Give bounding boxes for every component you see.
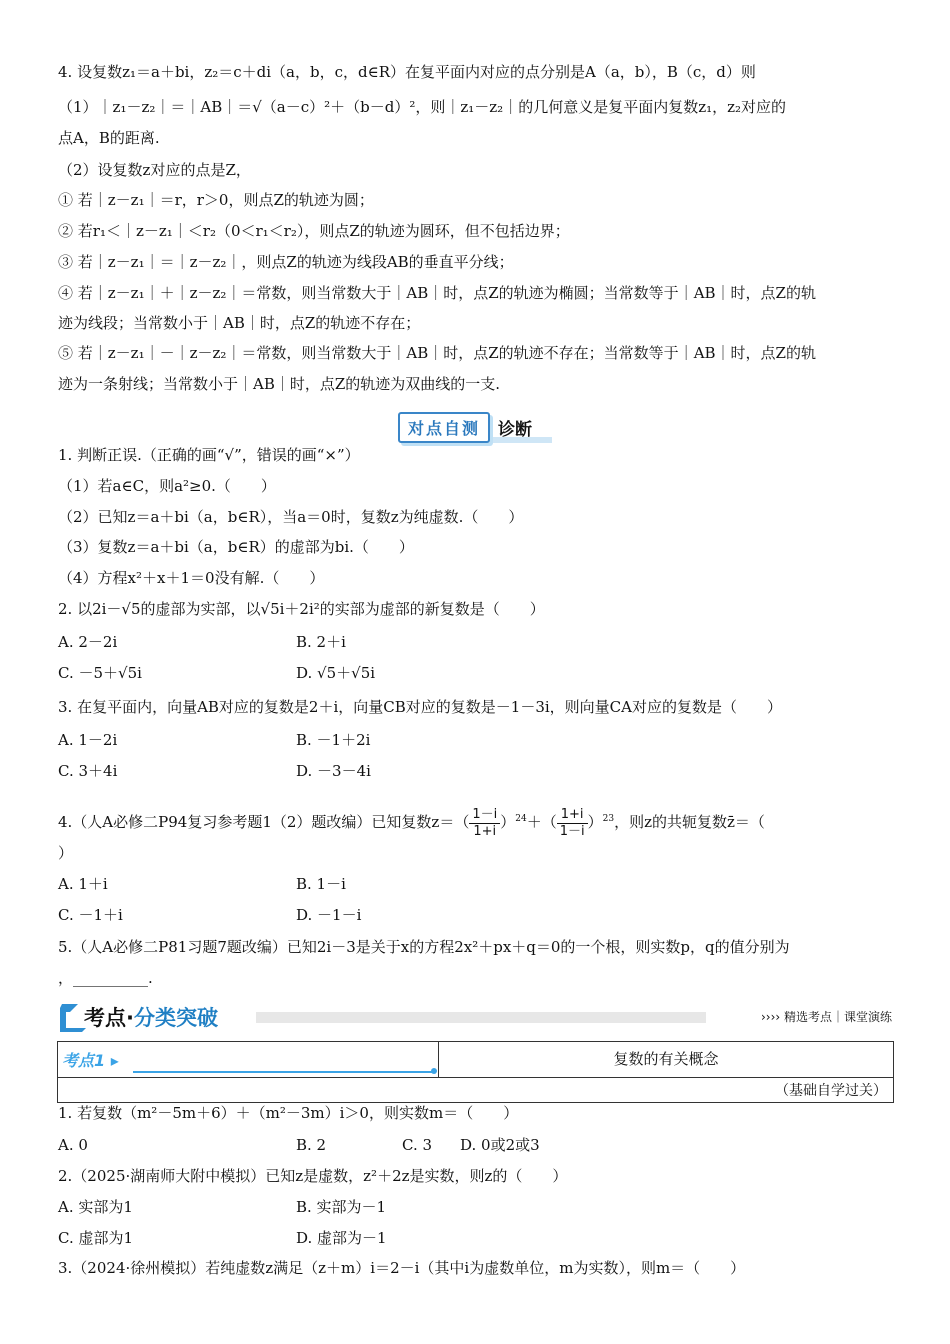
- body-line: 迹为线段；当常数小于｜AB｜时，点Z的轨迹不存在；: [58, 314, 421, 332]
- option-b: D. －1－i: [296, 906, 362, 924]
- body-line: 4. 设复数z₁＝a＋bi，z₂＝c＋di（a，b，c，d∈R）在复平面内对应的点分别是A（a，b），B（c，d）则: [58, 63, 756, 81]
- numerator: 1－i: [469, 807, 500, 824]
- selftest-line: （4）方程x²＋x＋1＝0没有解.（ ）: [58, 569, 325, 587]
- section-band: [256, 1012, 706, 1023]
- topic-note: （基础自学过关）: [775, 1083, 887, 1099]
- body-line: （2）设复数z对应的点是Z，: [58, 161, 251, 179]
- section-header: [56, 998, 892, 1036]
- option-b: B. 2: [296, 1136, 327, 1154]
- topic-tag-line: [133, 1071, 435, 1073]
- body-line: ③ 若｜z－z₁｜＝｜z－z₂｜，则点Z的轨迹为线段AB的垂直平分线；: [58, 253, 514, 271]
- option-a: A. 1－2i: [58, 731, 118, 749]
- option-b: B. 1－i: [296, 875, 346, 893]
- q4-mid: ＋（: [526, 813, 557, 831]
- option-b: D. 虚部为－1: [296, 1229, 387, 1247]
- body-line: 迹为一条射线；当常数小于｜AB｜时，点Z的轨迹为双曲线的一支.: [58, 375, 501, 393]
- topic-row: [58, 1042, 893, 1078]
- option-d: D. 0或2或3: [460, 1136, 540, 1154]
- denominator: 1+i: [473, 823, 497, 839]
- example-3: 3.（2024·徐州模拟）若纯虚数z满足（z＋m）i＝2－i（其中i为虚数单位，m为实数），则m＝（ ）: [58, 1259, 746, 1277]
- exponent-2: 23: [602, 814, 615, 824]
- example-1: 1. 若复数（m²－5m＋6）＋（m²－3m）i＞0，则实数m＝（ ）: [58, 1104, 519, 1122]
- selftest-line: （3）复数z＝a＋bi（a，b∈R）的虚部为bi.（ ）: [58, 538, 414, 556]
- badge-label: 对点自测: [398, 412, 490, 443]
- option-a: A. 实部为1: [58, 1198, 133, 1216]
- selftest-line: （2）已知z＝a＋bi（a，b∈R），当a＝0时，复数z为纯虚数.（ ）: [58, 508, 524, 526]
- selftest-line: （1）若a∈C，则a²≥0.（ ）: [58, 477, 276, 495]
- fraction-1: [469, 807, 500, 840]
- section-right-label: ›››› 精选考点｜课堂演练: [760, 1010, 892, 1024]
- topic-title: 复数的有关概念: [613, 1050, 719, 1068]
- option-a: C. －5＋√5i: [58, 664, 142, 682]
- denominator: 1－i: [559, 823, 585, 839]
- selftest-line: 1. 判断正误.（正确的画“√”，错误的画“×”）: [58, 446, 360, 464]
- q4-prefix: 4.（人A必修二P94复习参考题1（2）题改编）已知复数z＝（: [58, 813, 470, 831]
- option-a: A. 2－2i: [58, 633, 118, 651]
- question-4: 4.（人A必修二P94复习参考题1（2）题改编）已知复数z＝（ $\frac{1-i}{1+i}$ ）$^{24}$＋（ $\frac{1+i}{1-i}$ ）$^{23}$，则z的共轭复数z̄＝（: [58, 806, 765, 839]
- option-b: B. 实部为－1: [296, 1198, 387, 1216]
- option-b: D. √5＋√5i: [296, 664, 376, 682]
- q4-suffix: ，则z的共轭复数z̄＝（: [614, 813, 765, 831]
- section-title: 考点·分类突破: [84, 1006, 218, 1030]
- numerator: 1+i: [557, 807, 588, 824]
- topic-table: [57, 1041, 894, 1103]
- example-2: 2.（2025·湖南师大附中模拟）已知z是虚数，z²＋2z是实数，则z的（ ）: [58, 1167, 568, 1185]
- body-line: 点A，B的距离.: [58, 129, 160, 147]
- fraction-2: [557, 807, 588, 840]
- q4-continuation: ）: [58, 844, 74, 862]
- question-5: ，__________.: [58, 969, 153, 987]
- question-3: 3. 在复平面内，向量AB对应的复数是2＋i，向量CB对应的复数是－1－3i，则向量CA对应的复数是（ ）: [58, 698, 782, 716]
- exponent-1: 24: [515, 814, 527, 824]
- option-a: C. 3＋4i: [58, 762, 118, 780]
- option-b: D. －3－4i: [296, 762, 371, 780]
- body-line: ① 若｜z－z₁｜＝r，r＞0，则点Z的轨迹为圆；: [58, 191, 374, 209]
- body-line: ④ 若｜z－z₁｜＋｜z－z₂｜＝常数，则当常数大于｜AB｜时，点Z的轨迹为椭圆；当常数等于｜AB｜时，点Z的轨: [58, 284, 816, 302]
- option-a: A. 1＋i: [58, 875, 108, 893]
- body-line: （1）｜z₁－z₂｜＝｜AB｜＝√（a－c）²＋（b－d）²，则｜z₁－z₂｜的几何意义是复平面内复数z₁，z₂对应的: [58, 98, 787, 116]
- option-a: C. 虚部为1: [58, 1229, 134, 1247]
- badge-tail: 诊断: [498, 419, 533, 440]
- topic-tag-dot: [431, 1068, 437, 1074]
- selftest-line: 2. 以2i－√5的虚部为实部，以√5i＋2i²的实部为虚部的新复数是（ ）: [58, 600, 545, 618]
- option-b: B. 2＋i: [296, 633, 346, 651]
- option-a: A. 0: [58, 1136, 88, 1154]
- option-c: C. 3: [402, 1136, 433, 1154]
- topic-tag: 考点1 ▸: [62, 1051, 119, 1070]
- question-5: 5.（人A必修二P81习题7题改编）已知2i－3是关于x的方程2x²＋px＋q＝0的一个根，则实数p，q的值分别为: [58, 938, 790, 956]
- option-b: B. －1＋2i: [296, 731, 371, 749]
- body-line: ② 若r₁＜｜z－z₁｜＜r₂（0＜r₁＜r₂），则点Z的轨迹为圆环，但不包括边界；: [58, 222, 570, 240]
- body-line: ⑤ 若｜z－z₁｜－｜z－z₂｜＝常数，则当常数大于｜AB｜时，点Z的轨迹不存在；当常数等于｜AB｜时，点Z的轨: [58, 344, 816, 362]
- self-test-badge: [398, 412, 532, 442]
- option-a: C. －1＋i: [58, 906, 123, 924]
